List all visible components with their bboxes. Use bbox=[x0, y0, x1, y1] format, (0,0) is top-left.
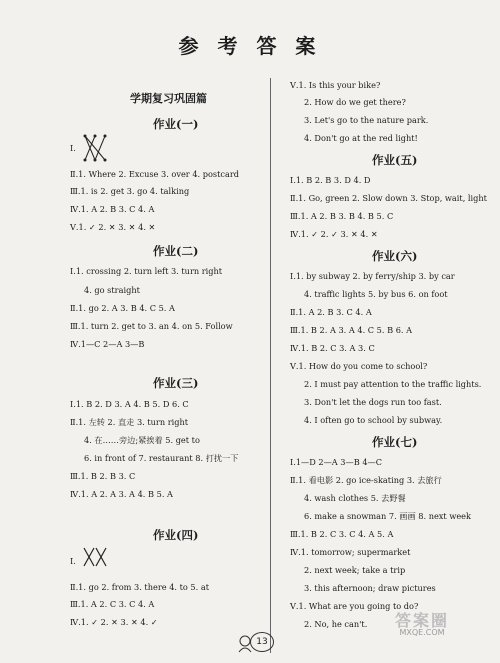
watermark-url: MXQE.COM bbox=[399, 628, 445, 637]
hw7-line-8: 3. this afternoon; draw pictures bbox=[304, 583, 436, 593]
hw3-line-1: Ⅰ.1. B 2. D 3. A 4. B 5. D 6. C bbox=[70, 399, 189, 409]
watermark-logo: 答案圈 bbox=[395, 611, 450, 630]
hw2-line-3: Ⅱ.1. go 2. A 3. B 4. C 5. A bbox=[70, 303, 175, 313]
hw4-title: 作业(四) bbox=[153, 528, 199, 542]
hw6-line-2: 4. traffic lights 5. by bus 6. on foot bbox=[304, 289, 448, 299]
section-heading: 学期复习巩固篇 bbox=[130, 92, 207, 105]
hw1-line-1: Ⅰ. bbox=[70, 143, 76, 153]
hw2-line-2: 4. go straight bbox=[84, 285, 140, 295]
hw6-title: 作业(六) bbox=[372, 249, 418, 263]
hw5-title: 作业(五) bbox=[372, 153, 418, 167]
hw3-line-6: Ⅳ.1. A 2. A 3. A 4. B 5. A bbox=[70, 489, 173, 499]
hw1-line-3: Ⅲ.1. is 2. get 3. go 4. talking bbox=[70, 186, 190, 196]
hw6-line-4: Ⅲ.1. B 2. A 3. A 4. C 5. B 6. A bbox=[290, 325, 413, 335]
hw6-line-1: Ⅰ.1. by subway 2. by ferry/ship 3. by car bbox=[290, 271, 455, 281]
hw3-title: 作业(三) bbox=[153, 376, 199, 390]
hw7-title: 作业(七) bbox=[372, 435, 418, 449]
hw7-line-2: Ⅱ.1. 看电影 2. go ice-skating 3. 去旅行 bbox=[290, 475, 442, 485]
hw6-line-8: 3. Don't let the dogs run too fast. bbox=[304, 397, 442, 407]
hw7-line-10: 2. No, he can't. bbox=[304, 619, 368, 629]
page-number-badge bbox=[236, 630, 276, 656]
hw7-line-5: Ⅲ.1. B 2. C 3. C 4. A 5. A bbox=[290, 529, 394, 539]
hw2-line-1: Ⅰ.1. crossing 2. turn left 3. turn right bbox=[70, 266, 223, 276]
hw2-line-4: Ⅲ.1. turn 2. get to 3. an 4. on 5. Follow bbox=[70, 321, 233, 331]
hw3-line-3: 4. 在……旁边;紧挨着 5. get to bbox=[84, 435, 200, 445]
column-divider bbox=[270, 78, 271, 653]
watermark bbox=[395, 611, 450, 639]
hw4-line-1: Ⅰ. bbox=[70, 556, 76, 566]
hw6-line-5: Ⅳ.1. B 2. C 3. A 3. C bbox=[290, 343, 375, 353]
page-title: 参 考 答 案 bbox=[178, 34, 322, 58]
r-top-line-2: 2. How do we get there? bbox=[304, 97, 406, 107]
hw1-line-4: Ⅳ.1. A 2. B 3. C 4. A bbox=[70, 204, 155, 214]
matching-lines-icon bbox=[80, 133, 116, 163]
hw7-line-3: 4. wash clothes 5. 去野餐 bbox=[304, 493, 406, 503]
hw7-line-6: Ⅳ.1. tomorrow; supermarket bbox=[290, 547, 411, 557]
hw7-line-9: Ⅴ.1. What are you going to do? bbox=[290, 601, 419, 611]
hw6-line-3: Ⅱ.1. A 2. B 3. C 4. A bbox=[290, 307, 372, 317]
hw3-line-4: 6. in front of 7. restaurant 8. 打扰一下 bbox=[84, 453, 239, 463]
page-number: 13 bbox=[250, 632, 274, 652]
hw6-line-6: Ⅴ.1. How do you come to school? bbox=[290, 361, 428, 371]
hw7-line-4: 6. make a snowman 7. 画画 8. next week bbox=[304, 511, 471, 521]
hw4-line-3: Ⅲ.1. A 2. C 3. C 4. A bbox=[70, 599, 155, 609]
r-top-line-3: 3. Let's go to the nature park. bbox=[304, 115, 429, 125]
hw6-line-7: 2. I must pay attention to the traffic lights. bbox=[304, 379, 482, 389]
hw3-line-2: Ⅱ.1. 左转 2. 直走 3. turn right bbox=[70, 417, 189, 427]
hw5-line-3: Ⅲ.1. A 2. B 3. B 4. B 5. C bbox=[290, 211, 394, 221]
hw1-title: 作业(一) bbox=[153, 117, 199, 131]
hw7-line-1: Ⅰ.1—D 2—A 3—B 4—C bbox=[290, 457, 382, 467]
hw4-line-2: Ⅱ.1. go 2. from 3. there 4. to 5. at bbox=[70, 582, 210, 592]
hw1-line-5: Ⅴ.1. ✓ 2. ✕ 3. ✕ 4. ✕ bbox=[70, 222, 156, 232]
r-top-line-1: Ⅴ.1. Is this your bike? bbox=[290, 80, 381, 90]
hw5-line-4: Ⅳ.1. ✓ 2. ✓ 3. ✕ 4. ✕ bbox=[290, 229, 378, 239]
hw5-line-2: Ⅱ.1. Go, green 2. Slow down 3. Stop, wait, light bbox=[290, 193, 487, 203]
matching-cross-icon bbox=[82, 546, 110, 568]
hw2-line-5: Ⅳ.1—C 2—A 3—B bbox=[70, 339, 145, 349]
r-top-line-4: 4. Don't go at the red light! bbox=[304, 133, 418, 143]
hw2-title: 作业(二) bbox=[153, 244, 199, 258]
hw6-line-9: 4. I often go to school by subway. bbox=[304, 415, 443, 425]
hw7-line-7: 2. next week; take a trip bbox=[304, 565, 406, 575]
hw3-line-5: Ⅲ.1. B 2. B 3. C bbox=[70, 471, 136, 481]
hw4-line-4: Ⅳ.1. ✓ 2. ✕ 3. ✕ 4. ✓ bbox=[70, 617, 158, 627]
hw1-line-2: Ⅱ.1. Where 2. Excuse 3. over 4. postcard bbox=[70, 169, 240, 179]
hw5-line-1: Ⅰ.1. B 2. B 3. D 4. D bbox=[290, 175, 371, 185]
